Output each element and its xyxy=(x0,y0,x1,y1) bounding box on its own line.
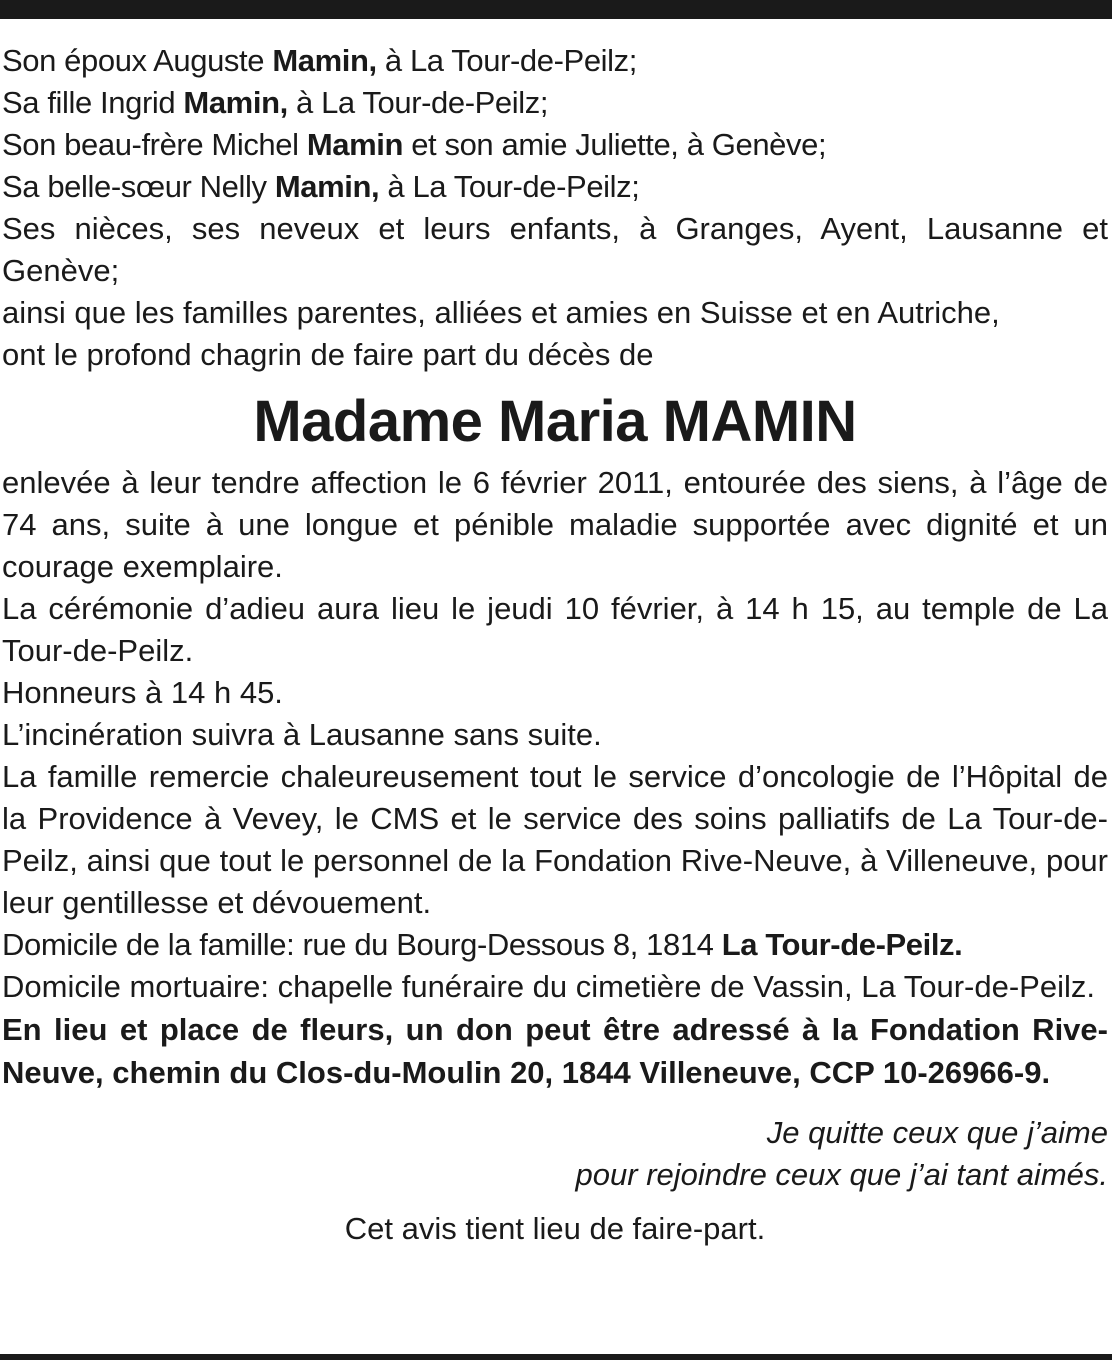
quote-line-2: pour rejoindre ceux que j’ai tant aimés. xyxy=(575,1157,1108,1192)
family-home-town: La Tour-de-Peilz. xyxy=(721,927,963,962)
family-line-husband xyxy=(2,40,1108,82)
family-text: Son beau-frère Michel xyxy=(2,127,307,162)
family-home-line xyxy=(2,924,1108,966)
family-text: Son époux Auguste xyxy=(2,43,273,78)
honours-line: Honneurs à 14 h 45. xyxy=(2,675,283,710)
family-text: à La Tour-de-Peilz; xyxy=(379,169,640,204)
closing-statement: Cet avis tient lieu de faire-part. xyxy=(344,1211,766,1246)
family-text: et son amie Juliette, à Genève; xyxy=(403,127,827,162)
thanks-paragraph: La famille remercie chaleureusement tout le service d’oncologie de l’Hôpital de la Providence à Vevey, le CMS et le service des soins palliatifs de La Tour-de-Peilz, ainsi que tout le personnel de la Fondation Rive-Neuve, à Villeneuve, pour leur gentillesse et dévouement. xyxy=(2,759,1108,920)
family-text: Sa fille Ingrid xyxy=(2,85,184,120)
announcement-line: ont le profond chagrin de faire part du décès de xyxy=(2,337,654,372)
family-surname: Mamin, xyxy=(272,43,377,78)
death-notice-paragraph: enlevée à leur tendre affection le 6 février 2011, entourée des siens, à l’âge de 74 ans, suite à une longue et pénible maladie supportée avec dignité et un courage exemplaire. xyxy=(2,465,1108,584)
relatives-paragraph: Ses nièces, ses neveux et leurs enfants, à Granges, Ayent, Lausanne et Genève; xyxy=(2,211,1108,288)
mortuary-paragraph: Domicile mortuaire: chapelle funéraire du cimetière de Vassin, La Tour-de-Peilz. xyxy=(2,969,1095,1004)
deceased-name: Madame Maria MAMIN xyxy=(253,389,857,454)
families-paragraph: ainsi que les familles parentes, alliées et amies en Suisse et en Autriche, xyxy=(2,295,1000,330)
family-text: à La Tour-de-Peilz; xyxy=(376,43,637,78)
family-surname: Mamin, xyxy=(274,169,380,204)
family-line-sister-in-law xyxy=(2,166,1108,208)
top-rule xyxy=(0,0,1112,19)
family-surname: Mamin xyxy=(306,127,403,162)
family-line-daughter xyxy=(2,82,1108,124)
cremation-line: L’incinération suivra à Lausanne sans suite. xyxy=(2,717,602,752)
obituary-notice xyxy=(2,40,1108,1250)
family-text: Sa belle-sœur Nelly xyxy=(2,169,275,204)
family-text: à La Tour-de-Peilz; xyxy=(287,85,549,120)
quote-line-1: Je quitte ceux que j’aime xyxy=(766,1115,1108,1150)
family-line-brother-in-law xyxy=(2,124,1108,166)
family-surname: Mamin, xyxy=(183,85,288,120)
donation-paragraph: En lieu et place de fleurs, un don peut être adressé à la Fondation Rive-Neuve, chemin du Clos-du-Moulin 20, 1844 Villeneuve, CCP 10-26966-9. xyxy=(2,1012,1108,1090)
ceremony-paragraph: La cérémonie d’adieu aura lieu le jeudi 10 février, à 14 h 15, au temple de La Tour-de-Peilz. xyxy=(2,591,1108,668)
closing-quote xyxy=(2,1112,1108,1196)
family-home-text: Domicile de la famille: rue du Bourg-Dessous 8, 1814 xyxy=(2,927,722,962)
bottom-rule xyxy=(0,1354,1112,1360)
